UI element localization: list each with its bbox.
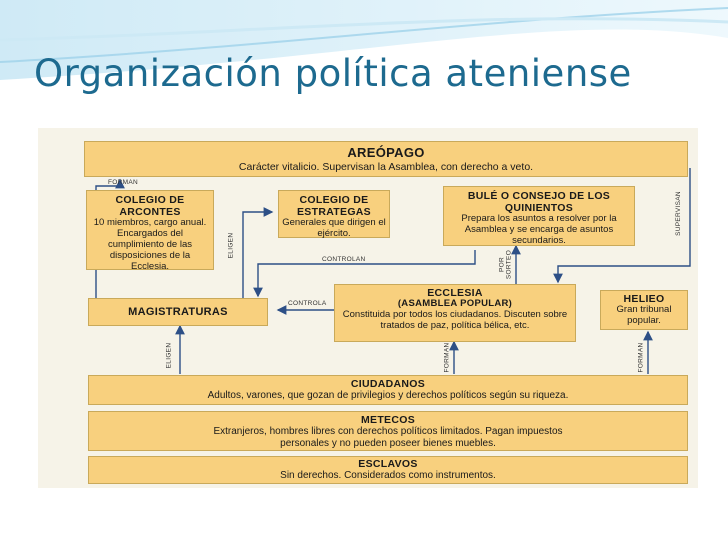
metecos-box [88, 411, 688, 451]
label-eligen-magistraturas: ELIGEN [165, 342, 173, 369]
areopago-box [84, 141, 688, 177]
label-controla: CONTROLA [288, 300, 327, 307]
label-por-sorteo: POR SORTEO [498, 249, 512, 280]
metecos-text: Extranjeros, hombres libres con derechos políticos limitados. Pagan impuestos personales y no pueden poseer bienes muebles. [213, 426, 563, 449]
bule-title: BULÉ O CONSEJO DE LOS QUINIENTOS [467, 190, 611, 215]
esclavos-box [88, 456, 688, 484]
label-eligen-estrategas: ELIGEN [227, 232, 235, 259]
label-supervisan: SUPERVISAN [674, 191, 682, 236]
helieo-box [600, 290, 688, 330]
ecclesia-text: Constituida por todos los ciudadanos. Discuten sobre tratados de paz, política bélica, etc. [342, 308, 568, 331]
ciudadanos-box [88, 375, 688, 405]
helieo-text: Gran tribunal popular. [616, 304, 672, 326]
estrategas-title: COLEGIO DE ESTRATEGAS [297, 194, 371, 219]
helieo-title: HELIEO [623, 293, 665, 305]
bule-box [443, 186, 635, 246]
label-forman-ecclesia: FORMAN [443, 342, 451, 373]
ecclesia-box [334, 284, 576, 342]
bule-text: Prepara los asuntos a resolver por la Asamblea y se encarga de asuntos secundarios. [461, 213, 617, 246]
arcontes-text: 10 miembros, cargo anual. Encargados del cumplimiento de las disposiciones de la Ecclesia. [93, 217, 207, 272]
slide-title: Organización política ateniense [34, 52, 632, 95]
label-forman-helieo: FORMAN [637, 342, 645, 373]
ecclesia-title: ECCLESIA [427, 287, 483, 299]
label-controlan: CONTROLAN [322, 256, 366, 263]
esclavos-text: Sin derechos. Considerados como instrumentos. [280, 470, 496, 482]
estrategas-text: Generales que dirigen el ejército. [282, 217, 386, 240]
areopago-title: AREÓPAGO [347, 145, 425, 160]
esclavos-title: ESCLAVOS [358, 458, 418, 470]
arcontes-title: COLEGIO DE ARCONTES [115, 194, 185, 219]
metecos-title: METECOS [360, 414, 416, 426]
areopago-text: Carácter vitalicio. Supervisan la Asamblea, con derecho a veto. [238, 160, 534, 173]
magistraturas-title: MAGISTRATURAS [128, 306, 228, 318]
label-forman-top: FORMAN [108, 179, 138, 186]
ciudadanos-text: Adultos, varones, que gozan de privilegios y derechos políticos según su riqueza. [207, 390, 569, 402]
ecclesia-subtitle: (ASAMBLEA POPULAR) [397, 298, 513, 310]
ciudadanos-title: CIUDADANOS [350, 378, 426, 390]
arcontes-box [86, 190, 214, 270]
estrategas-box [278, 190, 390, 238]
magistraturas-box [88, 298, 268, 326]
